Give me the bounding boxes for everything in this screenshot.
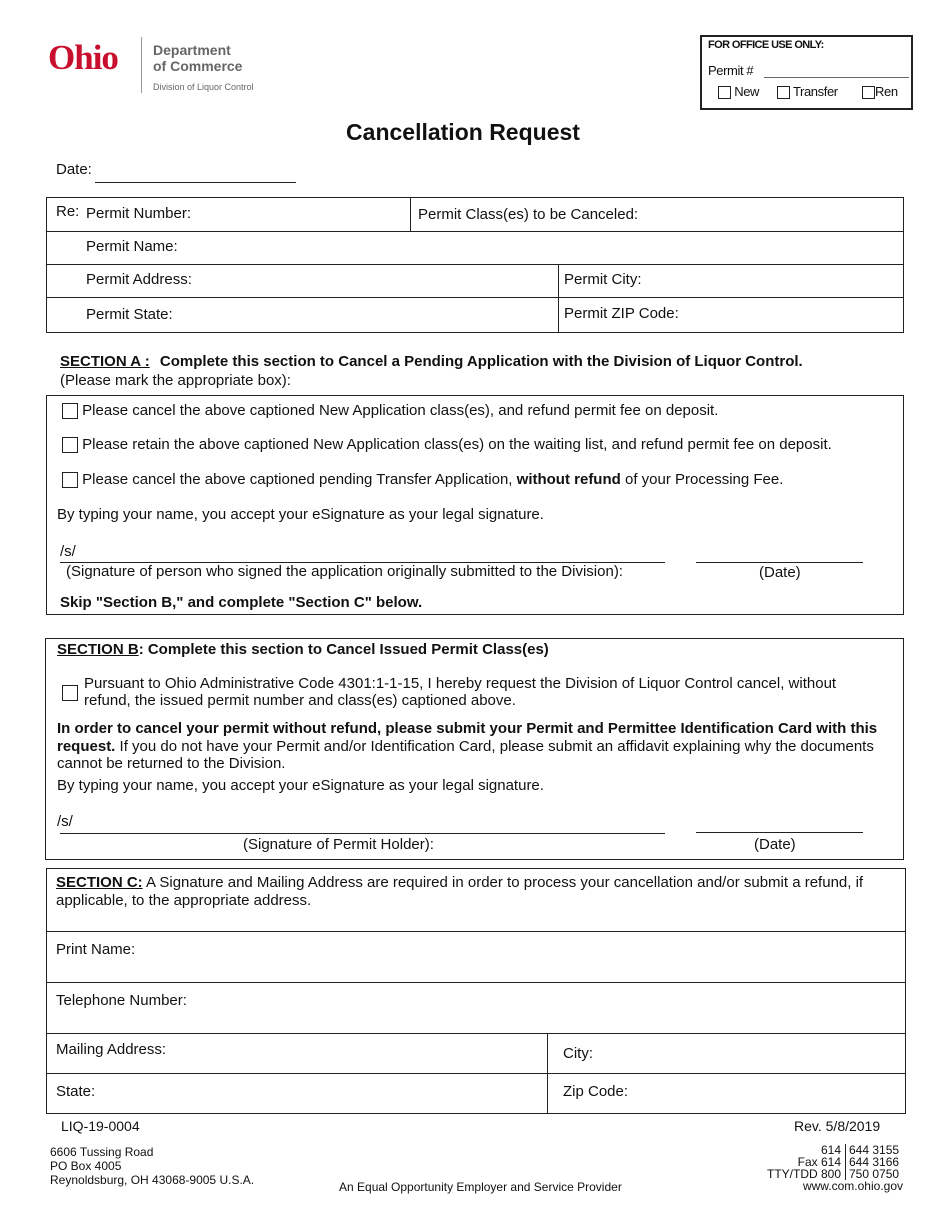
- section-b-signature-field[interactable]: [60, 833, 665, 834]
- office-transfer-option[interactable]: [777, 84, 838, 99]
- dept-line2: of Commerce: [153, 58, 243, 74]
- telephone-field[interactable]: Telephone Number:: [56, 992, 187, 1009]
- section-c-divider-1: [46, 931, 906, 932]
- permit-row-divider-2: [46, 264, 904, 265]
- section-b-esig-notice: By typing your name, you accept your eSignature as your legal signature.: [57, 777, 544, 794]
- revision: Rev. 5/8/2019: [794, 1118, 881, 1134]
- state-field[interactable]: State:: [56, 1083, 96, 1100]
- office-new-label: New: [734, 84, 760, 99]
- phone-area: 614: [700, 1144, 846, 1156]
- section-a-option-3-checkbox[interactable]: [62, 472, 78, 488]
- section-a-option-3-bold: without refund: [516, 471, 621, 488]
- tty-number: 750 0750: [849, 1167, 900, 1181]
- phone-number: 644 3155: [849, 1143, 900, 1157]
- office-permit-label: Permit #: [708, 63, 754, 78]
- zip-code-field[interactable]: Zip Code:: [563, 1083, 629, 1100]
- ohio-logo: [48, 38, 118, 78]
- section-a-heading: [60, 353, 803, 370]
- office-transfer-label: Transfer: [792, 84, 838, 99]
- permit-row-divider-3: [46, 297, 904, 298]
- section-b-heading-text: : Complete this section to Cancel Issued Permit Class(es): [138, 641, 549, 658]
- section-b-date-caption: (Date): [754, 836, 796, 853]
- section-a-sig-prefix: /s/: [60, 543, 76, 560]
- section-a-heading-text: Complete this section to Cancel a Pending Application with the Division of Liquor Control.: [159, 353, 803, 370]
- website[interactable]: www.com.ohio.gov: [802, 1179, 903, 1193]
- section-c-heading-text: A Signature and Mailing Address are required in order to process your cancellation and/or submit a refund, if applicable, to the appropriate address.: [56, 874, 864, 909]
- date-label: Date:: [56, 161, 92, 178]
- permit-col-divider-1: [410, 197, 411, 231]
- office-permit-line: [764, 77, 909, 78]
- dept-line1: Department: [153, 42, 231, 58]
- section-c-title: SECTION C:: [56, 874, 143, 891]
- section-a-date-caption: (Date): [759, 564, 801, 581]
- eoe-statement: An Equal Opportunity Employer and Service Provider: [339, 1180, 622, 1194]
- permit-state-field[interactable]: Permit State:: [86, 306, 173, 323]
- division-name: Division of Liquor Control: [153, 82, 254, 92]
- section-a-skip-note: Skip "Section B," and complete "Section C" below.: [60, 594, 423, 611]
- dept-name: [153, 42, 242, 74]
- section-c-col-divider: [547, 1033, 548, 1114]
- section-b-instruction: [57, 720, 899, 773]
- print-name-field[interactable]: Print Name:: [56, 941, 136, 958]
- form-id: LIQ-19-0004: [61, 1118, 140, 1134]
- office-use-box: [700, 35, 913, 110]
- section-b-title: SECTION B: [57, 641, 139, 658]
- fax-area: Fax 614: [700, 1156, 846, 1168]
- section-b-sig-prefix: /s/: [57, 813, 73, 830]
- section-b-option-checkbox[interactable]: [62, 685, 78, 701]
- permit-row-divider-1: [46, 231, 904, 232]
- logo-divider: [141, 37, 142, 93]
- city-field[interactable]: City:: [563, 1045, 593, 1062]
- section-a-option-3-post: of your Processing Fee.: [624, 471, 784, 488]
- section-a-sig-caption: (Signature of person who signed the application originally submitted to the Division):: [66, 563, 623, 580]
- permit-city-field[interactable]: Permit City:: [564, 271, 642, 288]
- section-a-option-3-pre: Please cancel the above captioned pending Transfer Application,: [82, 471, 513, 488]
- address-line3: Reynoldsburg, OH 43068-9005 U.S.A.: [50, 1173, 255, 1187]
- section-a-esig-notice: By typing your name, you accept your eSignature as your legal signature.: [57, 506, 544, 523]
- section-a-option-1-checkbox[interactable]: [62, 403, 78, 419]
- section-a-instruction: (Please mark the appropriate box):: [60, 372, 291, 389]
- mailing-address-field[interactable]: Mailing Address:: [56, 1041, 167, 1058]
- address-line2: PO Box 4005: [50, 1159, 122, 1173]
- section-a-option-3[interactable]: [62, 471, 783, 488]
- footer-address: [50, 1145, 254, 1187]
- section-a-option-2-checkbox[interactable]: [62, 437, 78, 453]
- section-c-heading: [56, 874, 901, 910]
- office-transfer-checkbox[interactable]: [777, 86, 790, 99]
- section-a-title: SECTION A :: [60, 353, 150, 370]
- section-b-date-field[interactable]: [696, 832, 863, 833]
- section-b-sig-caption: (Signature of Permit Holder):: [243, 836, 434, 853]
- section-c-divider-3: [46, 1033, 906, 1034]
- section-b-heading: [57, 641, 549, 658]
- section-c-divider-2: [46, 982, 906, 983]
- permit-classes-field[interactable]: Permit Class(es) to be Canceled:: [418, 206, 639, 223]
- tty-area: TTY/TDD 800: [700, 1168, 846, 1180]
- section-b-option-line1: Pursuant to Ohio Administrative Code 4301:1-1-15, I hereby request the Division of Liquor Control cancel, without: [84, 675, 837, 692]
- permit-zip-field[interactable]: Permit ZIP Code:: [564, 305, 679, 322]
- re-label: Re:: [56, 203, 80, 220]
- section-a-box: [46, 395, 904, 615]
- office-use-title: FOR OFFICE USE ONLY:: [708, 39, 824, 51]
- section-a-option-1-label: Please cancel the above captioned New Application class(es), and refund permit fee on deposit.: [82, 402, 719, 419]
- section-b-instruction-rest: If you do not have your Permit and/or Identification Card, please submit an affidavit explaining why the documents cannot be returned to the Division.: [57, 737, 874, 772]
- section-a-date-field[interactable]: [696, 562, 863, 563]
- permit-col-divider-2: [558, 264, 559, 333]
- address-line1: 6606 Tussing Road: [50, 1145, 154, 1159]
- date-field[interactable]: [95, 182, 296, 183]
- permit-number-field[interactable]: Permit Number:: [86, 205, 192, 222]
- page-title: Cancellation Request: [346, 119, 580, 145]
- footer-contacts: [700, 1144, 903, 1192]
- section-a-option-2[interactable]: [62, 436, 832, 453]
- permit-name-field[interactable]: Permit Name:: [86, 238, 178, 255]
- section-a-option-2-label: Please retain the above captioned New Application class(es) on the waiting list, and refund permit fee on deposit.: [82, 436, 832, 453]
- section-b-bold-instruction: In order to cancel your permit without refund, please submit your Permit and Permittee Identification Card with this request.: [57, 720, 878, 755]
- office-ren-checkbox[interactable]: [862, 86, 875, 99]
- section-b-option-line2: refund, the issued permit number and class(es) captioned above.: [84, 692, 516, 709]
- logo-ohio-text: Ohio: [48, 38, 118, 77]
- permit-address-field[interactable]: Permit Address:: [86, 271, 192, 288]
- office-ren-label: Ren: [875, 84, 898, 99]
- fax-number: 644 3166: [849, 1155, 900, 1169]
- office-new-checkbox[interactable]: [718, 86, 731, 99]
- section-c-divider-4: [46, 1073, 906, 1074]
- office-new-option[interactable]: [718, 84, 759, 99]
- section-a-option-1[interactable]: [62, 402, 718, 419]
- office-ren-option[interactable]: [862, 84, 898, 99]
